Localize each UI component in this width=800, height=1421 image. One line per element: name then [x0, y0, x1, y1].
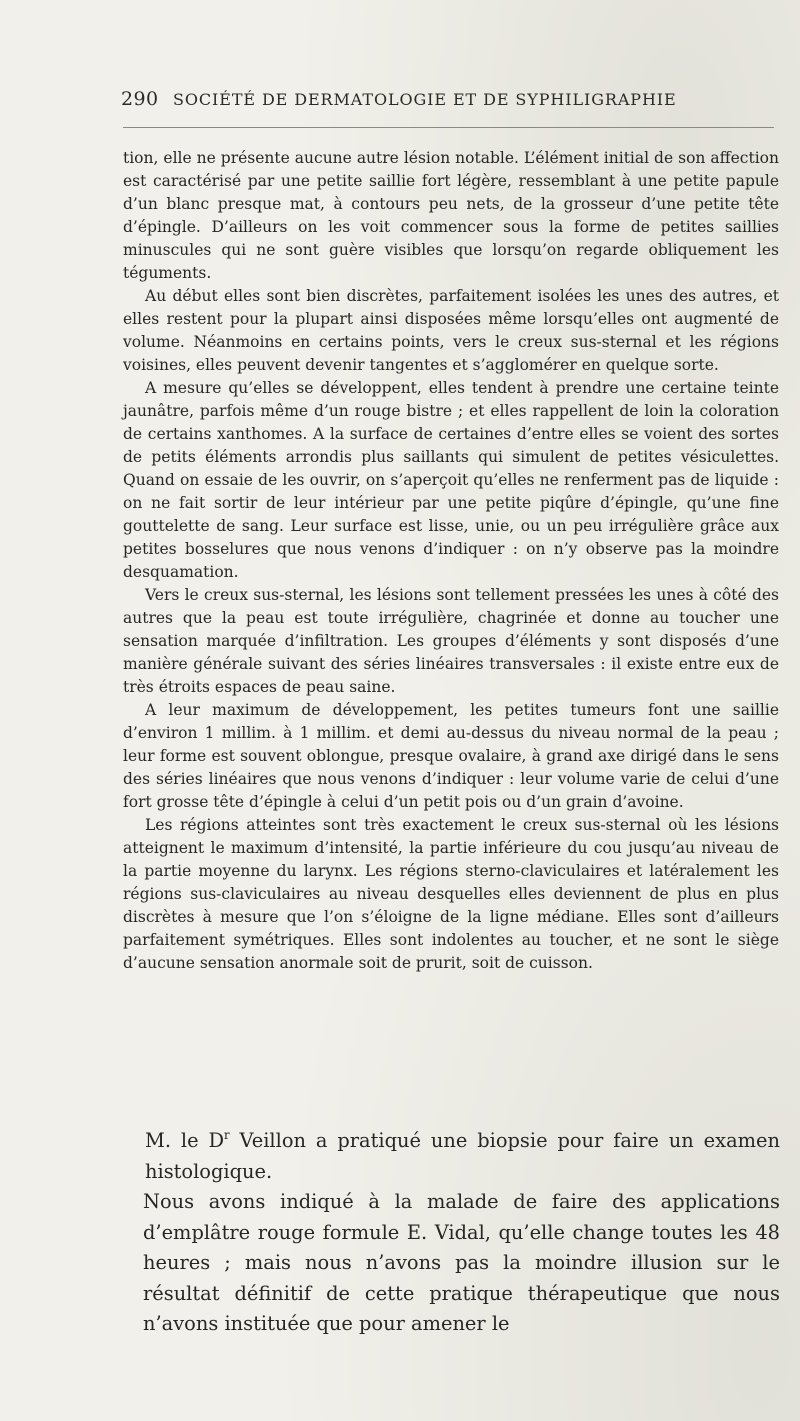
paragraph: A leur maximum de développement, les petites tumeurs font une saillie d’environ 1 millim. à 1 millim. et demi au-dessus du niveau normal de la peau ; leur forme est souvent oblongue, presque ovalaire, à grand axe dirigé dans le sens des séries linéaires que nous venons d’indiquer : leur volume varie de celui d’une fort grosse tête d’épingle à celui d’un petit pois ou d’un grain d’avoine. [123, 701, 779, 811]
page-number: 290 [121, 88, 159, 110]
large-paragraph-treatment: Nous avons indiqué à la malade de faire des applications d’emplâtre rouge formule E. Vidal, qu’elle change toutes les 48 heures ; mais nous n’avons pas la moindre illusion sur le résultat définitif de cette pratique thérapeutique que nous n’avons instituée que pour amener le [143, 1190, 780, 1335]
large-paragraph-biopsy [145, 1126, 780, 1187]
biopsy-text-start: M. le D [145, 1129, 225, 1152]
running-title: SOCIÉTÉ DE DERMATOLOGIE ET DE SYPHILIGRAPHIE [173, 90, 677, 109]
header-rule [123, 127, 774, 128]
paragraph: A mesure qu’elles se développent, elles tendent à prendre une certaine teinte jaunâtre, parfois même d’un rouge bistre ; et elles rappellent de loin la coloration de certains xanthomes. A la surface de certaines d’entre elles se voient des sortes de petits éléments arrondis plus saillants qui simulent de petites vésiculettes. Quand on essaie de les ouvrir, on s’aperçoit qu’elles ne renferment pas de liquide : on ne fait sortir de leur intérieur par une petite piqûre d’épingle, qu’une fine gouttelette de sang. Leur surface est lisse, unie, ou un peu irrégulière grâce aux petites bosselures que nous venons d’indiquer : on n’y observe pas la moindre desquamation. [123, 379, 779, 581]
paragraph: Au début elles sont bien discrètes, parfaitement isolées les unes des autres, et elles restent pour la plupart ainsi disposées même lorsqu’elles ont augmenté de volume. Néanmoins en certains points, vers le creux sus-sternal et les régions voisines, elles peuvent devenir tangentes et s’agglomérer en quelque sorte. [123, 287, 779, 374]
paragraph: Les régions atteintes sont très exactement le creux sus-sternal où les lésions atteignent le maximum d’intensité, la partie inférieure du cou jusqu’au niveau de la partie moyenne du larynx. Les régions sterno-claviculaires et latéralement les régions sus-claviculaires au niveau desquelles elles deviennent de plus en plus discrètes à mesure que l’on s’éloigne de la ligne médiane. Elles sont d’ailleurs parfaitement symétriques. Elles sont indolentes au toucher, et ne sont le siège d’aucune sensation anormale soit de prurit, soit de cuisson. [123, 816, 779, 972]
paragraph: Vers le creux sus-sternal, les lésions sont tellement pressées les unes à côté des autres que la peau est toute irrégulière, chagrinée et donne au toucher une sensation marquée d’infiltration. Les groupes d’éléments y sont disposés d’une manière générale suivant des séries linéaires transversales : il existe entre eux de très étroits espaces de peau saine. [123, 586, 779, 696]
large-print-section [145, 1126, 780, 1340]
body-text [123, 147, 779, 975]
biopsy-text-end: Veillon a pratiqué une biopsie pour faire un examen histologique. [145, 1129, 780, 1183]
paragraph: tion, elle ne présente aucune autre lésion notable. L’élément initial de son affection est caractérisé par une petite saillie fort légère, ressemblant à une petite papule d’un blanc presque mat, à contours peu nets, de la grosseur d’une petite tête d’épingle. D’ailleurs on les voit commencer sous la forme de petites saillies minuscules qui ne sont guère visibles que lorsqu’on regarde obliquement les téguments. [123, 149, 779, 282]
running-head [121, 88, 771, 114]
superscript: r [224, 1127, 230, 1142]
